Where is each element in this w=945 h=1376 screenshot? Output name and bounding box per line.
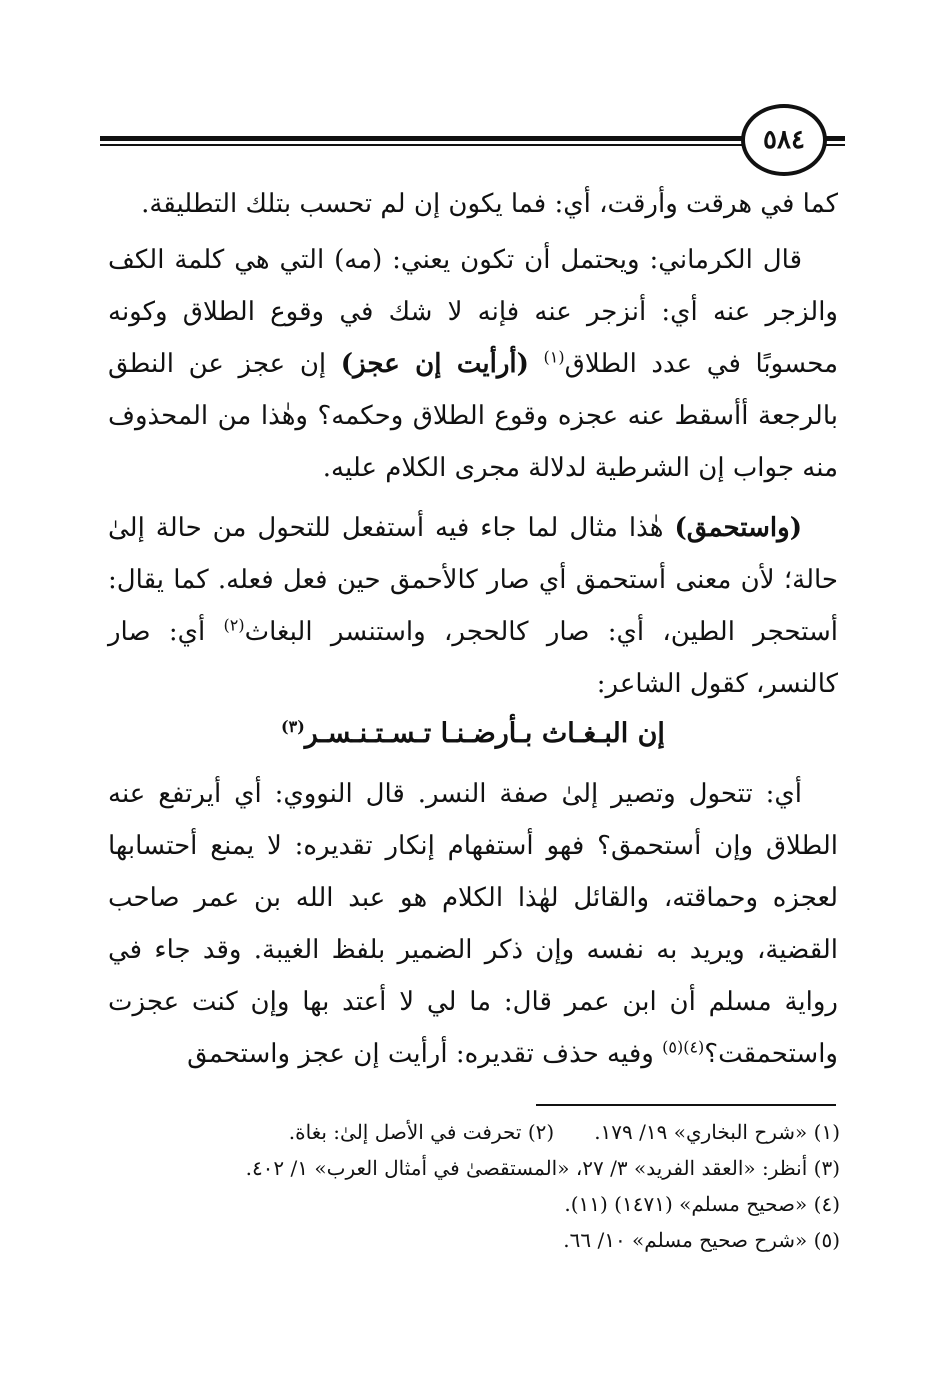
header-rule-thick bbox=[100, 136, 845, 141]
header-rule-thin bbox=[100, 144, 845, 146]
footnote-ref-3: (٣) bbox=[281, 717, 305, 736]
footnote-separator bbox=[536, 1104, 836, 1106]
poem-line: إن البـغـاث بـأرضـنـا تـسـتـنـسـر bbox=[304, 718, 665, 749]
paragraph-1-text: كما في هرقت وأرقت، أي: فما يكون إن لم تحسب بتلك التطليقة. bbox=[141, 189, 838, 219]
footnote-1: (١) «شرح البخاري» ١٩/ ١٧٩. bbox=[594, 1120, 840, 1144]
paragraph-2-bold-phrase: (أرأيت إن عجز) bbox=[340, 349, 529, 379]
paragraph-2-text-a: قال الكرماني: ويحتمل أن تكون يعني: (مه) التي هي كلمة الكف والزجر عنه أي: أنزجر عنه فإنه لا شك في وقوع الطلاق وكونه محسوبًا في عدد الطلاق bbox=[108, 245, 839, 379]
paragraph-4-text-b: وفيه حذف تقديره: أرأيت إن عجز واستحمق bbox=[187, 1039, 654, 1069]
footnote-ref-4: (٤) bbox=[683, 1037, 705, 1057]
footnote-ref-2: (٢) bbox=[223, 615, 245, 635]
page-header bbox=[100, 100, 845, 170]
page-number: ٥٨٤ bbox=[741, 104, 827, 176]
paragraph-3-text-b: أي: صار كالنسر، كقول الشاعر: bbox=[108, 617, 838, 699]
footnotes bbox=[100, 1114, 840, 1258]
footnote-ref-1: (١) bbox=[543, 347, 565, 367]
paragraph-3-text-a: هٰذا مثال لما جاء فيه أستفعل للتحول من حالة إلىٰ حالة؛ لأن معنى أستحمق أي صار كالأحمق حين فعل فعله. كما يقال: أستحجر الطين، أي: صار كالحجر، واستنسر البغاث bbox=[108, 513, 839, 647]
footnote-2: (٢) تحرفت في الأصل إلىٰ: بغاة. bbox=[288, 1120, 555, 1144]
footnote-5: (٥) «شرح صحيح مسلم» ١٠/ ٦٦. bbox=[563, 1228, 840, 1252]
paragraph-2 bbox=[108, 234, 838, 494]
paragraph-1 bbox=[108, 178, 838, 230]
footnote-ref-5: (٥) bbox=[662, 1037, 684, 1057]
footnote-4: (٤) «صحيح مسلم» (١٤٧١) (١١). bbox=[564, 1192, 840, 1216]
paragraph-4-text-a: أي: تتحول وتصير إلىٰ صفة النسر. قال النووي: أي أيرتفع عنه الطلاق وإن أستحمق؟ فهو أستفهام إنكار تقديره: لا يمنع أحتسابها لعجزه وحماقته، والقائل لهٰذا الكلام هو عبد الله بن عمر صاحب القضية، ويريد به نفسه وإن ذكر الضمير بلفظ الغيبة. وقد جاء في رواية مسلم أن ابن عمر قال: ما لي لا أعتد بها وإن كنت عجزت واستحمقت؟ bbox=[108, 779, 839, 1069]
poem-verse bbox=[108, 712, 838, 756]
paragraph-3-bold-word: (واستحمق) bbox=[674, 513, 803, 543]
paragraph-2-text-b: إن عجز عن النطق بالرجعة أأسقط عنه عجزه وقوع الطلاق وحكمه؟ وهٰذا من المحذوف منه جواب إن الشرطية لدلالة مجرى الكلام عليه. bbox=[108, 349, 838, 483]
paragraph-4 bbox=[108, 768, 838, 1080]
footnote-3: (٣) أنظر: «العقد الفريد» ٣/ ٢٧، «المستقصىٰ في أمثال العرب» ١/ ٤٠٢. bbox=[245, 1156, 840, 1180]
paragraph-3 bbox=[108, 502, 838, 710]
footnote-line-1 bbox=[100, 1114, 840, 1150]
